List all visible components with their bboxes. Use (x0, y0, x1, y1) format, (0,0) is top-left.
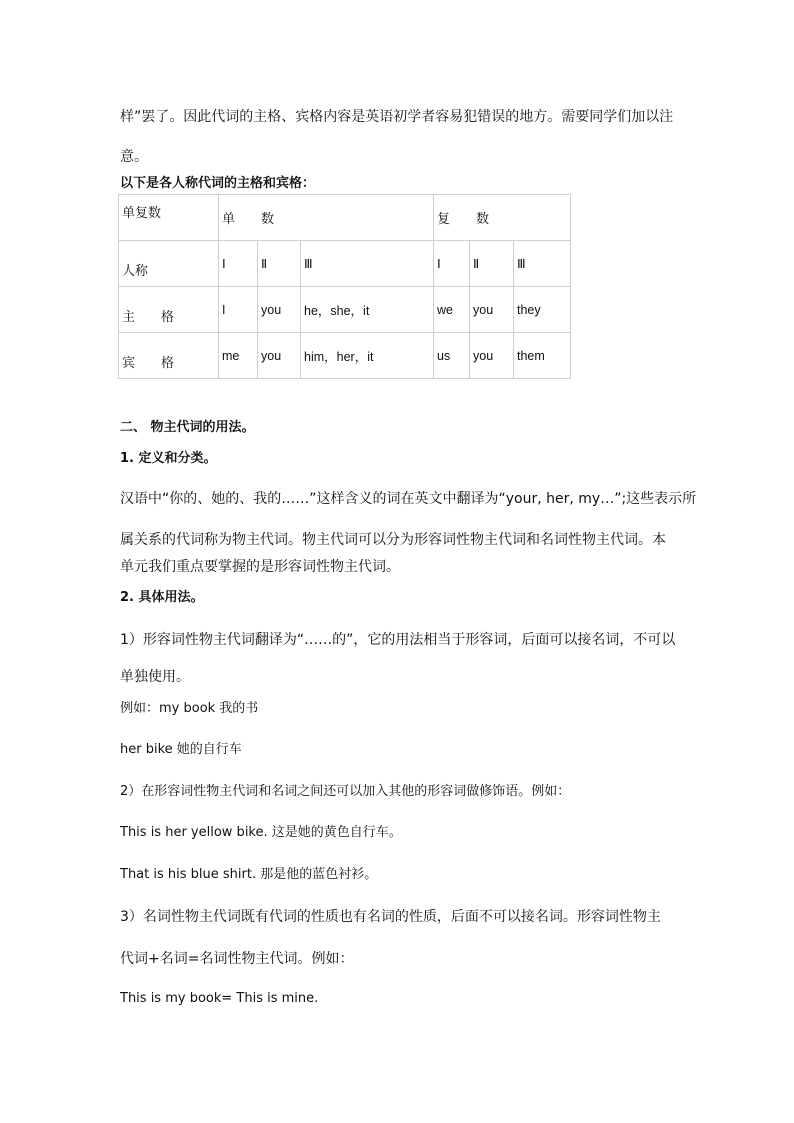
paragraph-line: 2）在形容词性物主代词和名词之间还可以加入其他的形容词做修饰语。例如： (120, 784, 571, 799)
table-cell: them (514, 333, 571, 379)
paragraph-line: 3）名词性物主代词既有代词的性质也有名词的性质，后面不可以接名词。形容词性物主 (120, 909, 661, 925)
paragraph-line: 1）形容词性物主代词翻译为“……的”，它的用法相当于形容词，后面可以接名词，不可以 (120, 632, 676, 648)
example-line: This is her yellow bike. 这是她的黄色自行车。 (120, 825, 402, 840)
table-cell: 人称 (119, 241, 219, 287)
subsection-heading: 1. 定义和分类。 (120, 451, 217, 466)
paragraph-line: 单独使用。 (120, 669, 190, 685)
table-cell: me (219, 333, 258, 379)
table-cell: you (470, 333, 514, 379)
example-line: This is my book= This is mine. (120, 991, 319, 1006)
paragraph-line: 属关系的代词称为物主代词。物主代词可以分为形容词性物主代词和名词性物主代词。本 (120, 532, 666, 548)
table-cell: Ⅱ (470, 241, 514, 287)
example-line: her bike 她的自行车 (120, 742, 242, 757)
table-row (119, 241, 571, 287)
paragraph-line: 意。 (120, 149, 148, 165)
example-line: That is his blue shirt. 那是他的蓝色衬衫。 (120, 867, 378, 882)
example-line: 例如：my book 我的书 (120, 701, 259, 716)
paragraph-line: 样”罢了。因此代词的主格、宾格内容是英语初学者容易犯错误的地方。需要同学们加以注 (120, 109, 674, 125)
table-cell: 单复数 (119, 195, 219, 241)
section-heading: 二、 物主代词的用法。 (120, 420, 255, 435)
table-cell: him，her，it (301, 333, 434, 379)
table-cell: he，she，it (301, 287, 434, 333)
table-row (119, 333, 571, 379)
table-cell: 复 数 (434, 195, 571, 241)
table-cell: Ⅱ (258, 241, 301, 287)
table-cell: Ⅲ (514, 241, 571, 287)
table-intro: 以下是各人称代词的主格和宾格： (120, 176, 316, 191)
table-cell: Ⅰ (219, 241, 258, 287)
table-cell: they (514, 287, 571, 333)
pronoun-case-table (118, 194, 571, 379)
table-cell: 宾 格 (119, 333, 219, 379)
table-row (119, 195, 571, 241)
subsection-heading: 2. 具体用法。 (120, 590, 204, 605)
table-cell: us (434, 333, 470, 379)
paragraph-line: 代词+名词=名词性物主代词。例如： (120, 951, 354, 967)
table-cell: you (258, 333, 301, 379)
table-cell: 单 数 (219, 195, 434, 241)
table-cell: I (219, 287, 258, 333)
table-row (119, 287, 571, 333)
paragraph-line: 单元我们重点要掌握的是形容词性物主代词。 (120, 559, 400, 575)
table-cell: you (470, 287, 514, 333)
table-cell: Ⅲ (301, 241, 434, 287)
table-cell: Ⅰ (434, 241, 470, 287)
table-cell: 主 格 (119, 287, 219, 333)
paragraph-line: 汉语中“你的、她的、我的……”这样含义的词在英文中翻译为“your, her, my…”;这些表示所 (120, 491, 697, 507)
table-cell: you (258, 287, 301, 333)
table-cell: we (434, 287, 470, 333)
